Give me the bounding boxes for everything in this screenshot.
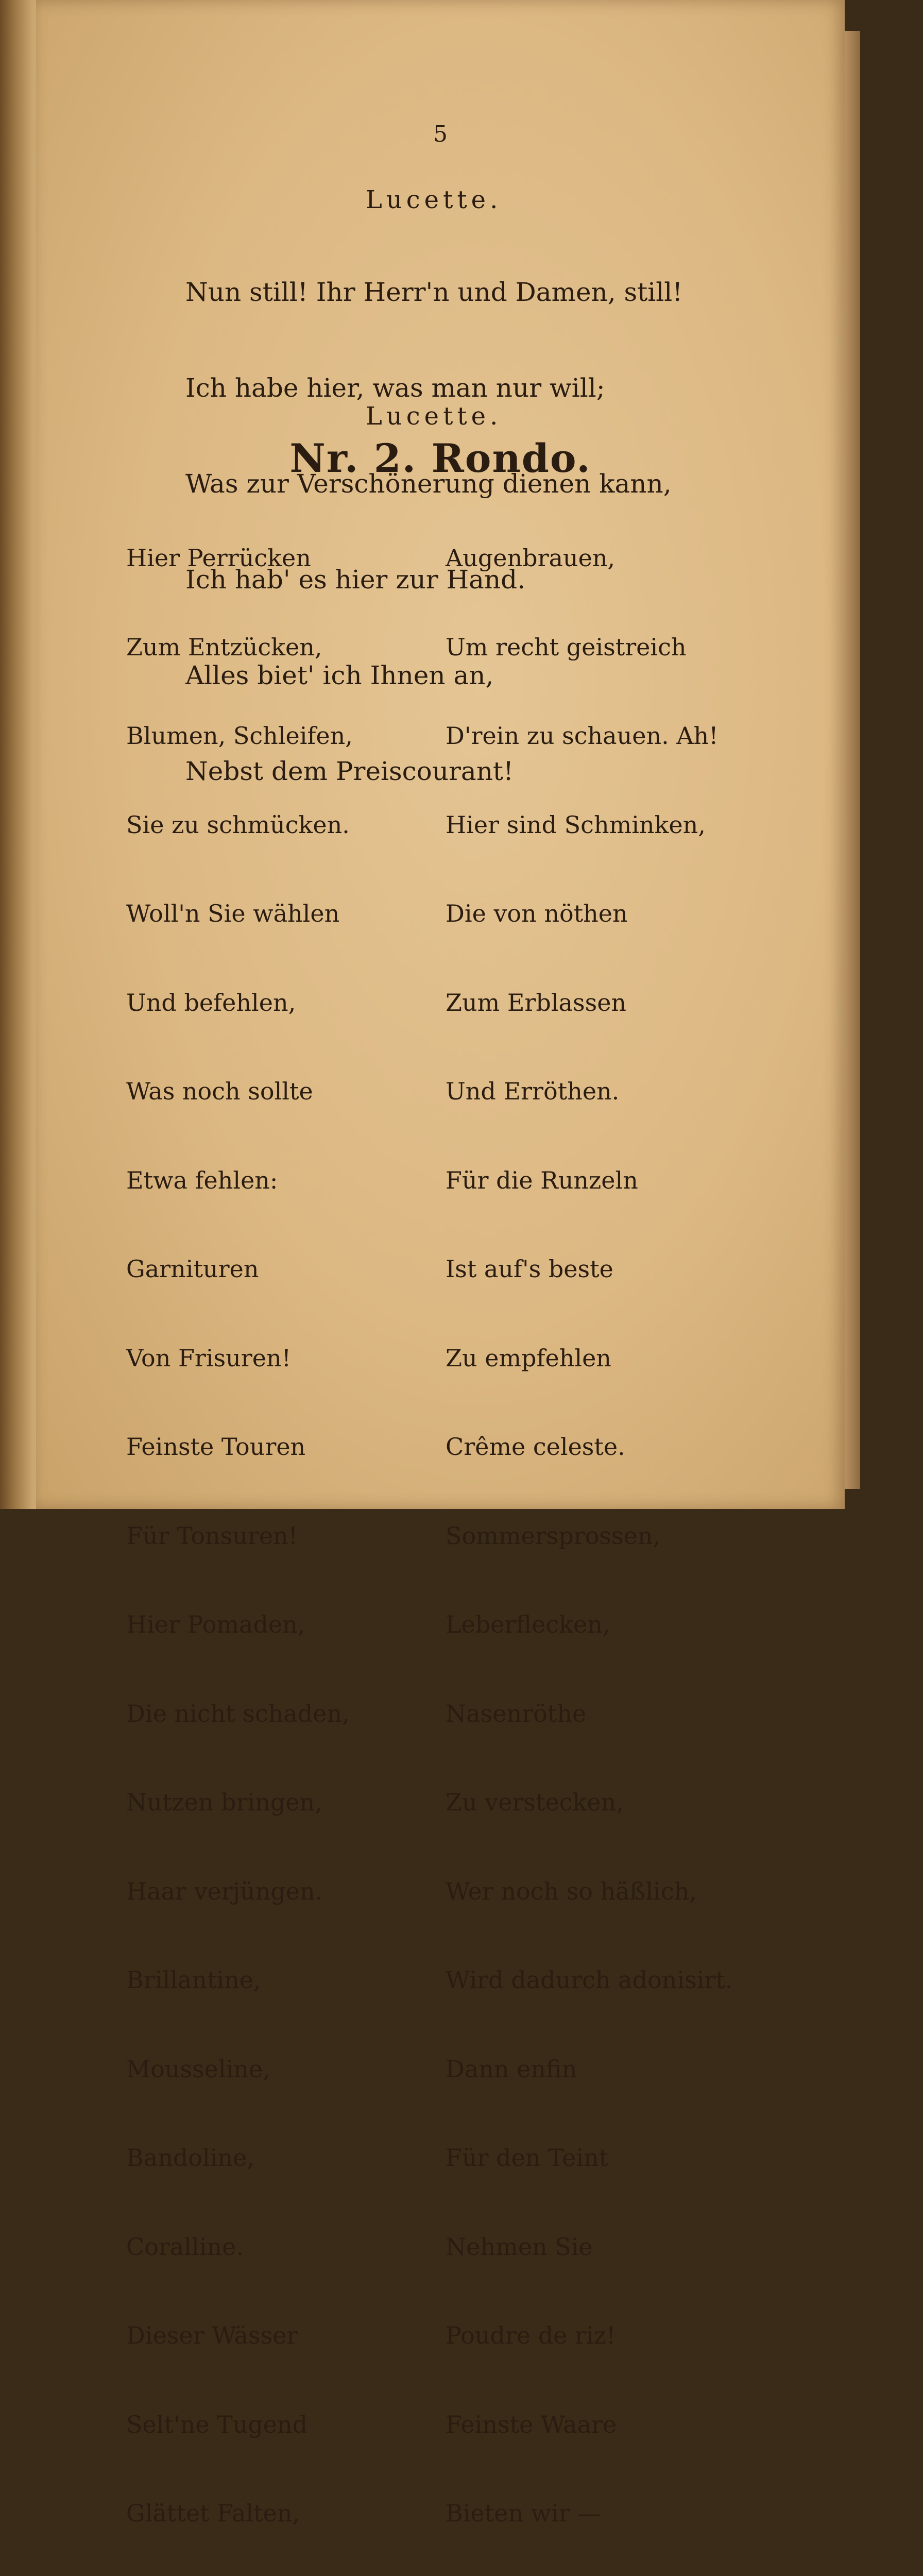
lyric-line: Für den Teint — [446, 2144, 609, 2172]
lyric-line: Selt'ne Tugend — [126, 2410, 308, 2438]
lyric-line: Crême celeste. — [446, 1433, 625, 1461]
lyric-line: Für die Runzeln — [446, 1166, 638, 1194]
lyric-line: Von Frisuren! — [126, 1344, 292, 1372]
lyric-line: Augenbrauen, — [446, 544, 616, 572]
lyric-line: Um recht geistreich — [446, 633, 687, 661]
speaker-label-1: Lucette. — [366, 185, 502, 214]
lyric-line: Garnituren — [126, 1255, 259, 1283]
lyric-line: Mousseline, — [126, 2055, 270, 2083]
lyric-line: Hier Pomaden, — [126, 1611, 305, 1638]
lyric-line: Woll'n Sie wählen — [126, 900, 340, 927]
verse-line: Alles biet' ich Ihnen an, — [185, 660, 494, 690]
lyric-line: Zum Entzücken, — [126, 633, 322, 661]
lyric-line: Hier Perrücken — [126, 544, 311, 572]
lyric-line: Nasenröthe — [446, 1699, 587, 1727]
book-page — [36, 0, 845, 2527]
lyric-line: Die von nöthen — [446, 900, 628, 927]
verse-line: Was zur Verschönerung dienen kann, — [185, 469, 672, 499]
lyric-line: Was noch sollte — [126, 1077, 313, 1105]
page-edge — [845, 31, 860, 1489]
lyric-line: Feinste Waare — [446, 2410, 617, 2438]
lyric-line: Feinste Touren — [126, 1433, 306, 1461]
lyric-line: Zum Erblassen — [446, 988, 627, 1016]
lyric-line: Bieten wir — — [446, 2499, 602, 2527]
page-number: 5 — [433, 121, 448, 147]
lyric-line: Ist auf's beste — [446, 1255, 613, 1283]
lyric-line: Dann enfin — [446, 2055, 577, 2083]
lyric-line: Wer noch so häßlich, — [446, 1877, 697, 1905]
lyric-line: Etwa fehlen: — [126, 1166, 278, 1194]
verse-line: Ich habe hier, was man nur will; — [185, 373, 605, 403]
song-title: Nr. 2. Rondo. — [289, 435, 591, 481]
lyric-line: Zu verstecken, — [446, 1788, 624, 1816]
lyric-line: Und Erröthen. — [446, 1077, 620, 1105]
lyric-line: Brillantine, — [126, 1966, 261, 1994]
lyric-line: Zu empfehlen — [446, 1344, 611, 1372]
lyric-line: Wird dadurch adonisirt. — [446, 1966, 733, 1994]
lyric-line: Die nicht schaden, — [126, 1699, 350, 1727]
lyric-line: D'rein zu schauen. Ah! — [446, 722, 719, 750]
lyric-line: Nutzen bringen, — [126, 1788, 322, 1816]
lyric-line: Blumen, Schleifen, — [126, 722, 353, 750]
lyric-line: Leberflecken, — [446, 1611, 610, 1638]
verse-line: Nebst dem Preiscourant! — [185, 756, 514, 786]
lyric-line: Für Tonsuren! — [126, 1521, 298, 1550]
lyric-line: Bandoline, — [126, 2144, 254, 2172]
verse-line: Nun still! Ihr Herr'n und Damen, still! — [185, 277, 683, 307]
speaker-label-2: Lucette. — [366, 402, 502, 431]
lyric-line: Nehmen Sie — [446, 2232, 593, 2261]
lyric-line: Hier sind Schminken, — [446, 810, 706, 839]
lyric-line: Poudre de riz! — [446, 2321, 616, 2349]
lyric-line: Haar verjüngen. — [126, 1877, 323, 1905]
lyric-line: Sommersprossen, — [446, 1521, 661, 1550]
lyric-line: Und befehlen, — [126, 988, 296, 1016]
right-column — [446, 484, 733, 2576]
lyric-line: Sie zu schmücken. — [126, 810, 350, 839]
lyric-line: Glättet Falten, — [126, 2499, 300, 2527]
lyric-line: Coralline. — [126, 2232, 244, 2261]
lyric-line: Dieser Wässer — [126, 2321, 298, 2349]
verse-line: Ich hab' es hier zur Hand. — [185, 565, 526, 595]
left-column — [126, 484, 353, 2576]
